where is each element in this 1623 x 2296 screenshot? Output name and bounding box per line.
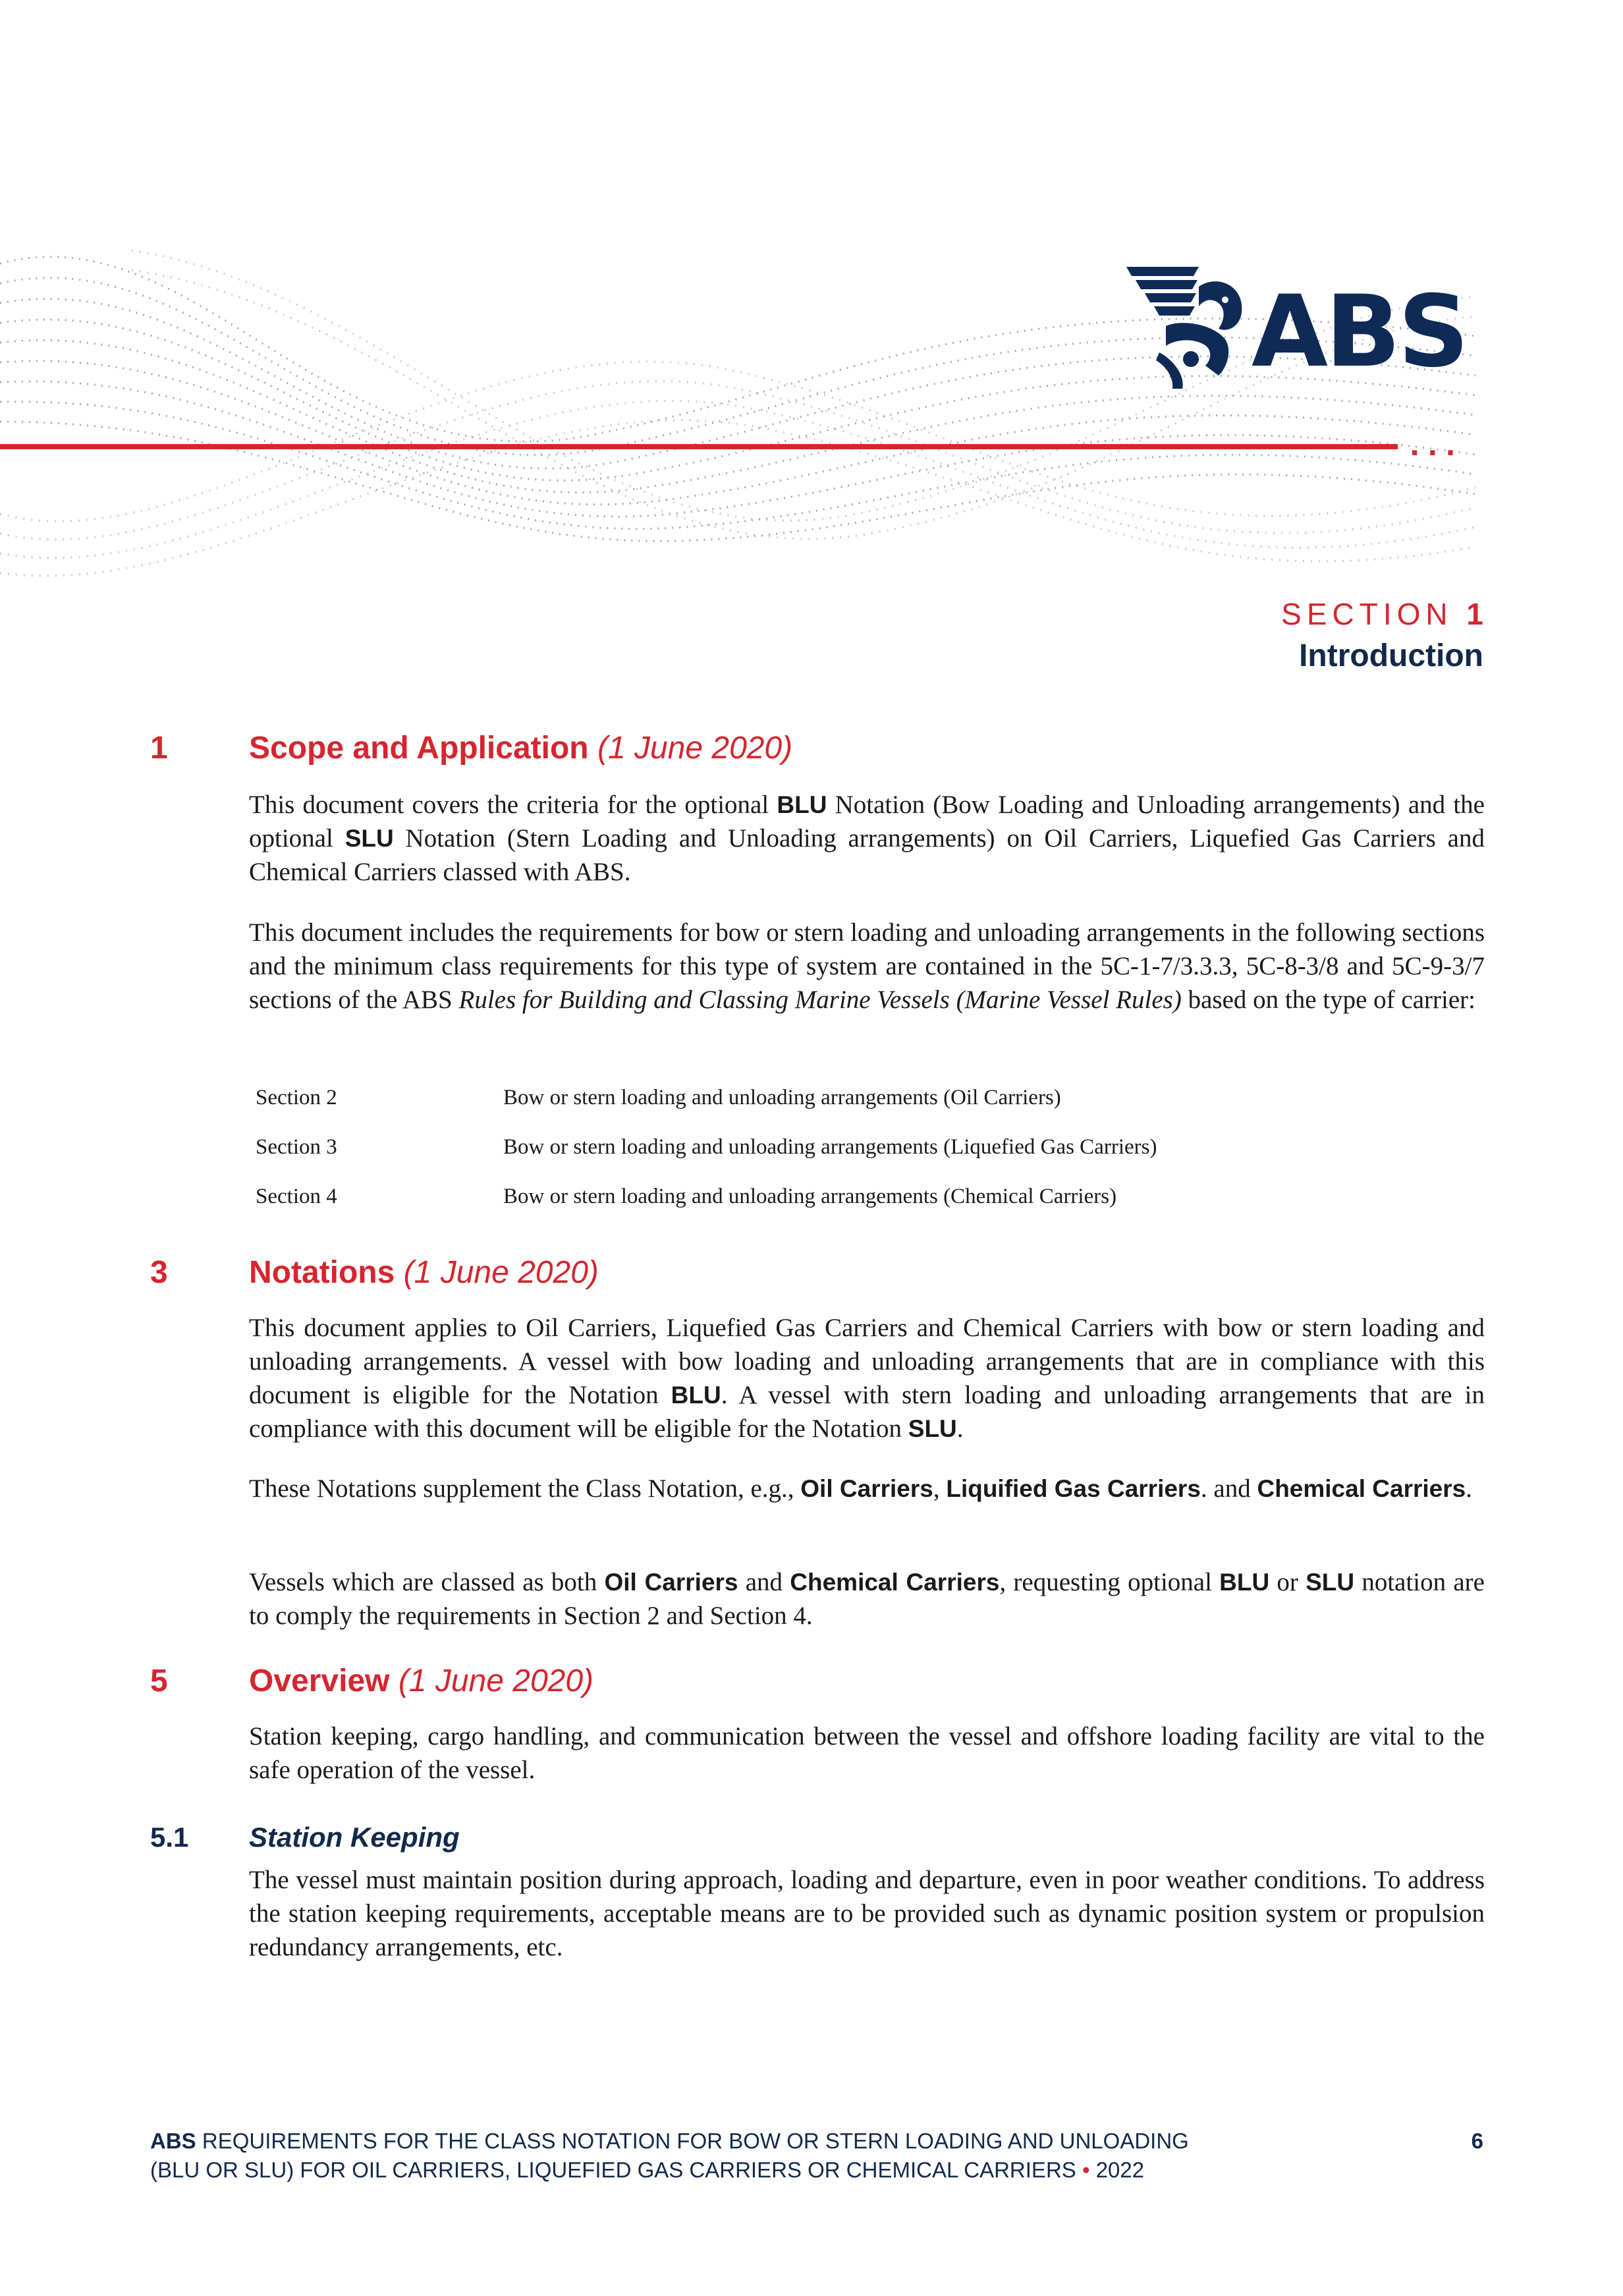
heading-number: 5 (150, 1664, 168, 1698)
heading-title: Notations (249, 1255, 395, 1290)
eagle-icon (1120, 260, 1252, 392)
slu-notation: SLU (344, 825, 394, 852)
oil-carriers-notation: Oil Carriers (800, 1475, 933, 1502)
table-row (256, 1135, 1375, 1185)
heading-number: 1 (150, 731, 168, 766)
table-cell-desc: Bow or stern loading and unloading arrangements (Chemical Carriers) (503, 1185, 1117, 1208)
notations-paragraph-2: These Notations supplement the Class Notation, e.g., Oil Carriers, Liquified Gas Carriers. and Chemical Carriers. (249, 1474, 1472, 1503)
heading-date: (1 June 2020) (398, 1664, 594, 1698)
table-cell-section: Section 2 (256, 1086, 337, 1109)
chemical-carriers-notation: Chemical Carriers (1257, 1475, 1466, 1502)
abs-logo (1120, 260, 1489, 399)
table-cell-section: Section 4 (256, 1185, 337, 1208)
section-label (1281, 596, 1483, 632)
table-cell-section: Section 3 (256, 1135, 337, 1159)
gas-carriers-notation: Liquified Gas Carriers (946, 1475, 1201, 1502)
blu-notation: BLU (671, 1382, 721, 1409)
table-cell-desc: Bow or stern loading and unloading arrangements (Oil Carriers) (503, 1086, 1061, 1109)
overview-paragraph: Station keeping, cargo handling, and communication between the vessel and offshore loading facility are vital to the safe operation of the vessel. (249, 1722, 1485, 1784)
blu-notation: BLU (777, 791, 827, 818)
chemical-carriers-notation: Chemical Carriers (790, 1569, 1000, 1596)
footer-brand: ABS (150, 2129, 196, 2153)
heading-number: 5.1 (150, 1822, 189, 1853)
rules-title: Rules for Building and Classing Marine Vessels (Marine Vessel Rules) (458, 986, 1182, 1014)
station-keeping-paragraph: The vessel must maintain position during approach, loading and departure, even in poor weather conditions. To address the station keeping requirements, acceptable means are to be provided such as dynamic position system or propulsion redundancy arrangements, etc. (249, 1866, 1485, 1961)
heading-date: (1 June 2020) (597, 731, 793, 766)
heading-title: Station Keeping (249, 1822, 460, 1853)
heading-date: (1 June 2020) (403, 1255, 599, 1290)
scope-paragraph-1: This document covers the criteria for the optional BLU Notation (Bow Loading and Unloading arrangements) and the optional SLU Notation (Stern Loading and Unloading arrangements) on Oil Carriers, Liquefied Gas Carriers and Chemical Carriers classed with ABS. (249, 791, 1485, 886)
heading-title: Scope and Application (249, 731, 589, 766)
notations-paragraph-3: Vessels which are classed as both Oil Carriers and Chemical Carriers, requesting optional BLU or SLU notation are to comply the requirements in Section 2 and Section 4. (249, 1568, 1485, 1630)
page-footer (150, 2127, 1402, 2185)
section-title: Introduction (1299, 638, 1483, 673)
footer-bullet: • (1082, 2158, 1090, 2182)
sections-table (256, 1086, 1375, 1234)
heading-number: 3 (150, 1255, 168, 1290)
logo-wordmark: ABS (1252, 275, 1467, 389)
notations-paragraph-1: This document applies to Oil Carriers, Liquefied Gas Carriers and Chemical Carriers with bow or stern loading and unloading arrangements. A vessel with bow loading and unloading arrangements that are in compliance with this document is eligible for the Notation BLU. A vessel with stern loading and unloading arrangements that are in compliance with this document will be eligible for the Notation SLU. (249, 1314, 1485, 1443)
page-number: 6 (1471, 2129, 1483, 2153)
footer-line-2: (BLU OR SLU) FOR OIL CARRIERS, LIQUEFIED GAS CARRIERS OR CHEMICAL CARRIERS • 2022 (150, 2158, 1145, 2182)
heading-title: Overview (249, 1664, 390, 1698)
slu-notation: SLU (908, 1415, 957, 1442)
scope-paragraph-2: This document includes the requirements for bow or stern loading and unloading arrangements in the following sections and the minimum class requirements for this type of system are contained in the 5C-1-7/3.3.3, 5C-8-3/8 and 5C-9-3/7 sections of the ABS Rules for Building and Classing Marine Vessels (Marine Vessel Rules) based on the type of carrier: (249, 918, 1485, 1014)
header-rule-dots: ... (1410, 432, 1464, 462)
section-word: SECTION (1281, 597, 1453, 631)
section-number: 1 (1466, 597, 1483, 631)
slu-notation: SLU (1306, 1569, 1355, 1596)
table-cell-desc: Bow or stern loading and unloading arrangements (Liquefied Gas Carriers) (503, 1135, 1157, 1159)
table-row (256, 1185, 1375, 1234)
header-red-rule (0, 444, 1398, 449)
oil-carriers-notation: Oil Carriers (604, 1569, 738, 1596)
table-row (256, 1086, 1375, 1135)
footer-line-1: ABS REQUIREMENTS FOR THE CLASS NOTATION FOR BOW OR STERN LOADING AND UNLOADING (150, 2129, 1189, 2153)
blu-notation: BLU (1219, 1569, 1270, 1596)
